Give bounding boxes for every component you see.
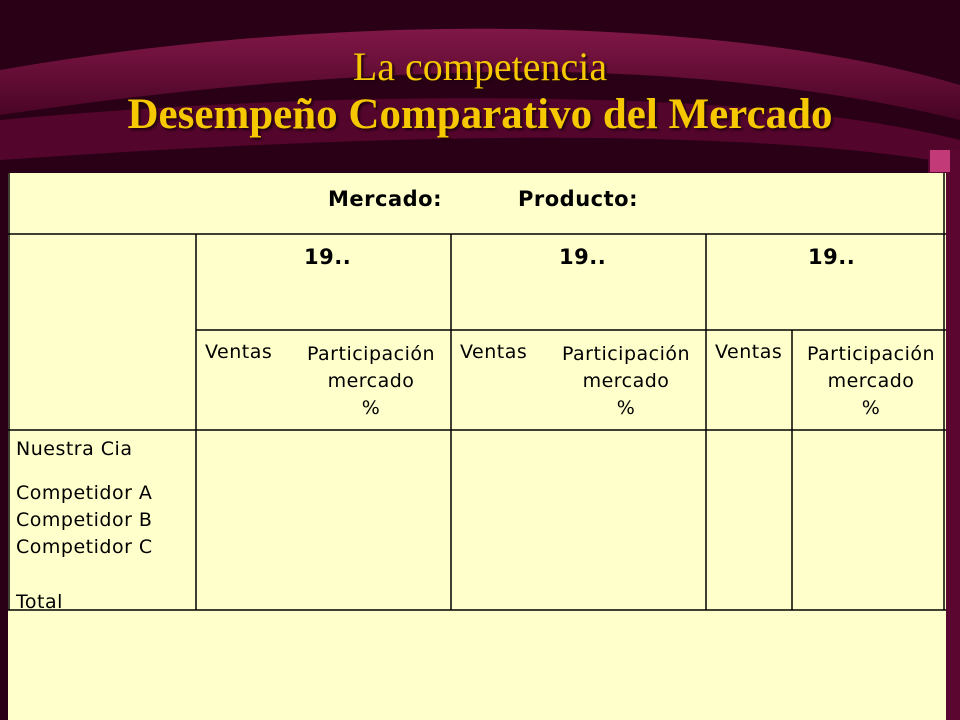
col-participacion-line1: Participación bbox=[806, 343, 936, 365]
year-label-2: 19.. bbox=[559, 245, 607, 269]
row-label-nuestra-cia: Nuestra Cia bbox=[16, 438, 133, 460]
slide-title-line2: Desempeño Comparativo del Mercado bbox=[127, 91, 833, 138]
col-ventas-3: Ventas bbox=[715, 341, 783, 363]
background-right-accent bbox=[930, 150, 950, 172]
col-participacion-1 bbox=[296, 341, 446, 422]
col-participacion-line1: Participación bbox=[561, 343, 691, 365]
col-participacion-line3: % bbox=[861, 397, 881, 419]
table-grid bbox=[8, 173, 946, 720]
col-participacion-line1: Participación bbox=[306, 343, 436, 365]
year-label-3: 19.. bbox=[808, 245, 856, 269]
col-participacion-line2: mercado bbox=[582, 370, 670, 392]
col-participacion-2 bbox=[551, 341, 701, 422]
mercado-label: Mercado: bbox=[328, 187, 442, 211]
col-participacion-line3: % bbox=[616, 397, 636, 419]
row-label-competidor-c: Competidor C bbox=[16, 536, 153, 558]
col-participacion-3 bbox=[796, 341, 946, 422]
producto-label: Producto: bbox=[518, 187, 638, 211]
year-label-1: 19.. bbox=[304, 245, 352, 269]
comparison-table bbox=[8, 173, 946, 720]
col-participacion-line2: mercado bbox=[327, 370, 415, 392]
col-ventas-1: Ventas bbox=[205, 341, 273, 363]
row-label-total: Total bbox=[16, 591, 63, 613]
row-label-competidor-b: Competidor B bbox=[16, 509, 153, 531]
slide-title-line1: La competencia bbox=[352, 44, 608, 89]
col-participacion-line2: mercado bbox=[827, 370, 915, 392]
col-participacion-line3: % bbox=[361, 397, 381, 419]
row-label-competidor-a: Competidor A bbox=[16, 482, 153, 504]
col-ventas-2: Ventas bbox=[460, 341, 528, 363]
slide-title bbox=[0, 44, 960, 140]
